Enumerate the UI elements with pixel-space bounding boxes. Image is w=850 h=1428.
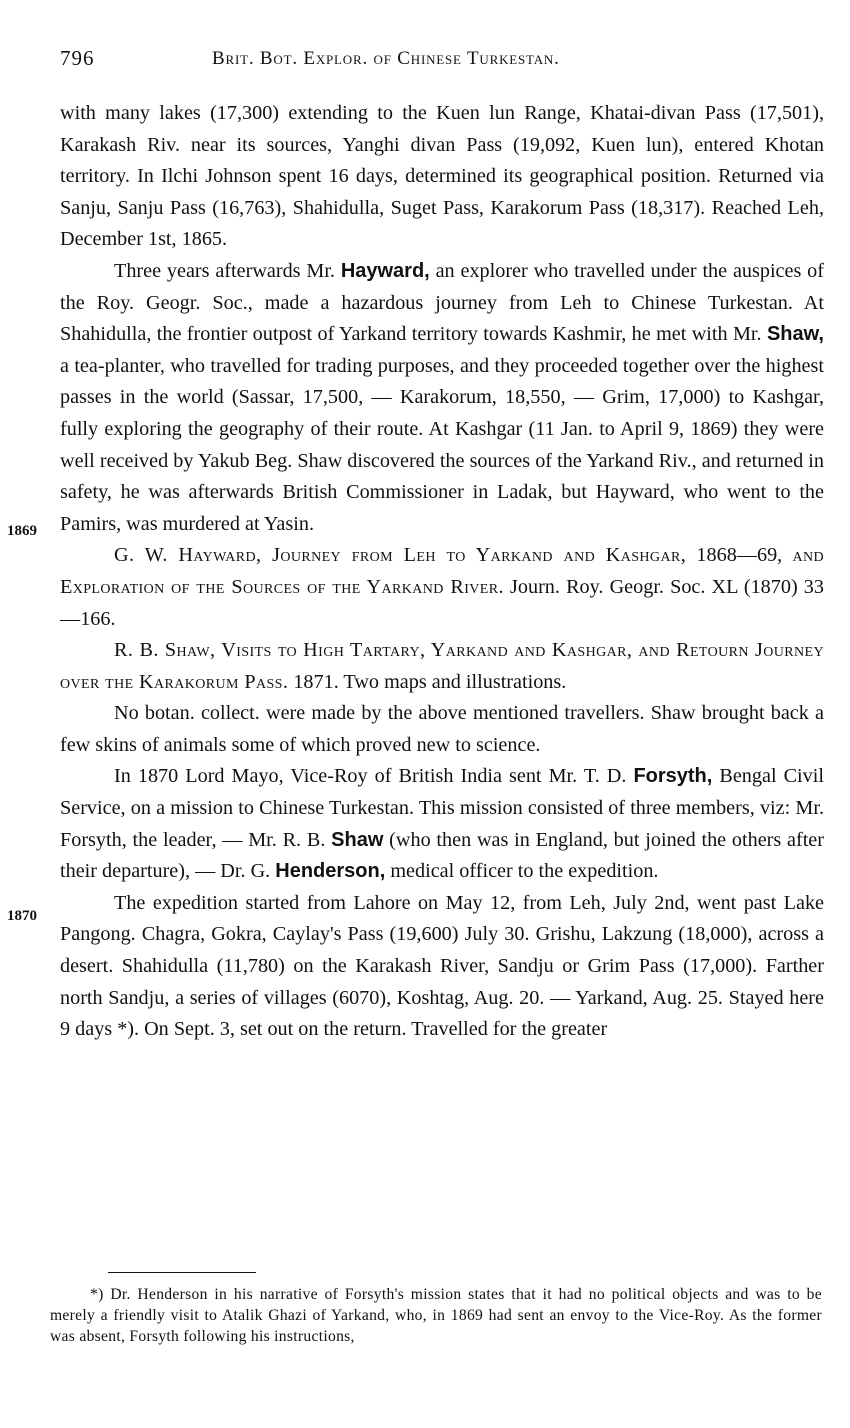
ref1-year: 1868—69, [686,544,793,567]
ref1-journal: Journ. Roy. Geogr. Soc. XL (1870) 33—166. [60,575,824,630]
p4-text-a: In 1870 Lord Mayo, Vice-Roy of British India sent Mr. T. D. [114,765,634,788]
reference-hayward [60,540,824,635]
paragraph-forsyth-mission [60,761,824,887]
margin-year-1869: 1869 [7,523,37,539]
p2-text-b: an explorer who travelled under the auspices of the Roy. Geogr. Soc., made a hazardous journey from Leh to Chinese Turkestan. At Shahidulla, the frontier outpost of Yarkand territory towards Kashmir, he met with Mr. [60,259,824,346]
paragraph-johnson-return: with many lakes (17,300) extending to the Kuen lun Range, Khatai-divan Pass (17,501), Karakash Riv. near its sources, Yanghi divan Pass (19,092, Kuen lun), entered Khotan territory. In Ilchi Johnson spent 16 days, determined its geographical position. Returned via Sanju, Sanju Pass (16,763), Shahidulla, Suget Pass, Karakorum Pass (18,317). Reached Leh, December 1st, 1865. [60,102,824,251]
running-head: Brit. Bot. Explor. of Chinese Turkestan. [212,48,560,69]
footnote [50,1284,822,1347]
paragraph-no-collections: No botan. collect. were made by the above mentioned travellers. Shaw brought back a few skins of animals some of which proved new to science. [60,702,824,756]
name-shaw: Shaw, [766,323,824,346]
page-number: 796 [60,46,95,70]
page-header [60,46,830,76]
footnote-text: *) Dr. Henderson in his narrative of Forsyth's mission states that it had no political objects and was to be merely a friendly visit to Atalik Ghazi of Yarkand, who, in 1869 had sent an envoy to the Vice-Roy. As the former was absent, Forsyth following his instructions, [50,1286,822,1345]
ref2-details: 1871. Two maps and illustrations. [288,670,567,693]
paragraph-hayward-shaw [60,256,824,540]
name-shaw-2: Shaw [331,828,384,851]
footnote-divider [108,1272,256,1273]
p4-text-c: (who then was in England, but joined the others after their departure), — Dr. G. [60,828,824,883]
name-forsyth: Forsyth, [633,765,713,788]
name-hayward: Hayward, [340,259,430,282]
ref2-author-title: R. B. Shaw, Visits to High Tartary, Yarkand and Kashgar, and Retourn Journey over the Karakorum Pass. [60,639,824,693]
reference-shaw [60,635,824,698]
p2-text-c: a tea-planter, who travelled for trading purposes, and they proceeded together over the highest passes in the world (Sassar, 17,500, — Karakorum, 18,550, — Grim, 17,000) to Kashgar, fully exploring the geography of their route. At Kashgar (11 Jan. to April 9, 1869) they were well received by Yakub Beg. Shaw discovered the sources of the Yarkand Riv., and returned in safety, he was afterwards British Commissioner in Ladak, but Hayward, who went to the Pamirs, was murdered at Yasin. [60,354,824,535]
body-text [60,98,824,1046]
margin-year-1870: 1870 [7,908,37,924]
name-henderson: Henderson, [275,860,386,883]
ref1-title-cont: and Exploration of the Sources of the Yarkand River. [60,544,825,598]
p2-text-a: Three years afterwards Mr. [114,259,341,282]
ref1-author-title: G. W. Hayward, Journey from Leh to Yarkand and Kashgar, [114,544,687,567]
p4-text-d: medical officer to the expedition. [385,860,659,883]
p4-text-b: Bengal Civil Service, on a mission to Chinese Turkestan. This mission consisted of three members, viz: Mr. Forsyth, the leader, — Mr. R. B. [60,765,824,851]
paragraph-expedition-route: The expedition started from Lahore on May 12, from Leh, July 2nd, went past Lake Pangong. Chagra, Gokra, Caylay's Pass (19,600) July 30. Grishu, Lakzung (18,000), across a desert. Shahidulla (11,780) on the Karakash River, Sandju or Grim Pass (17,000). Farther north Sandju, a series of villages (6070), Koshtag, Aug. 20. — Yarkand, Aug. 25. Stayed here 9 days *). On Sept. 3, set out on the return. Travelled for the greater [60,891,824,1041]
